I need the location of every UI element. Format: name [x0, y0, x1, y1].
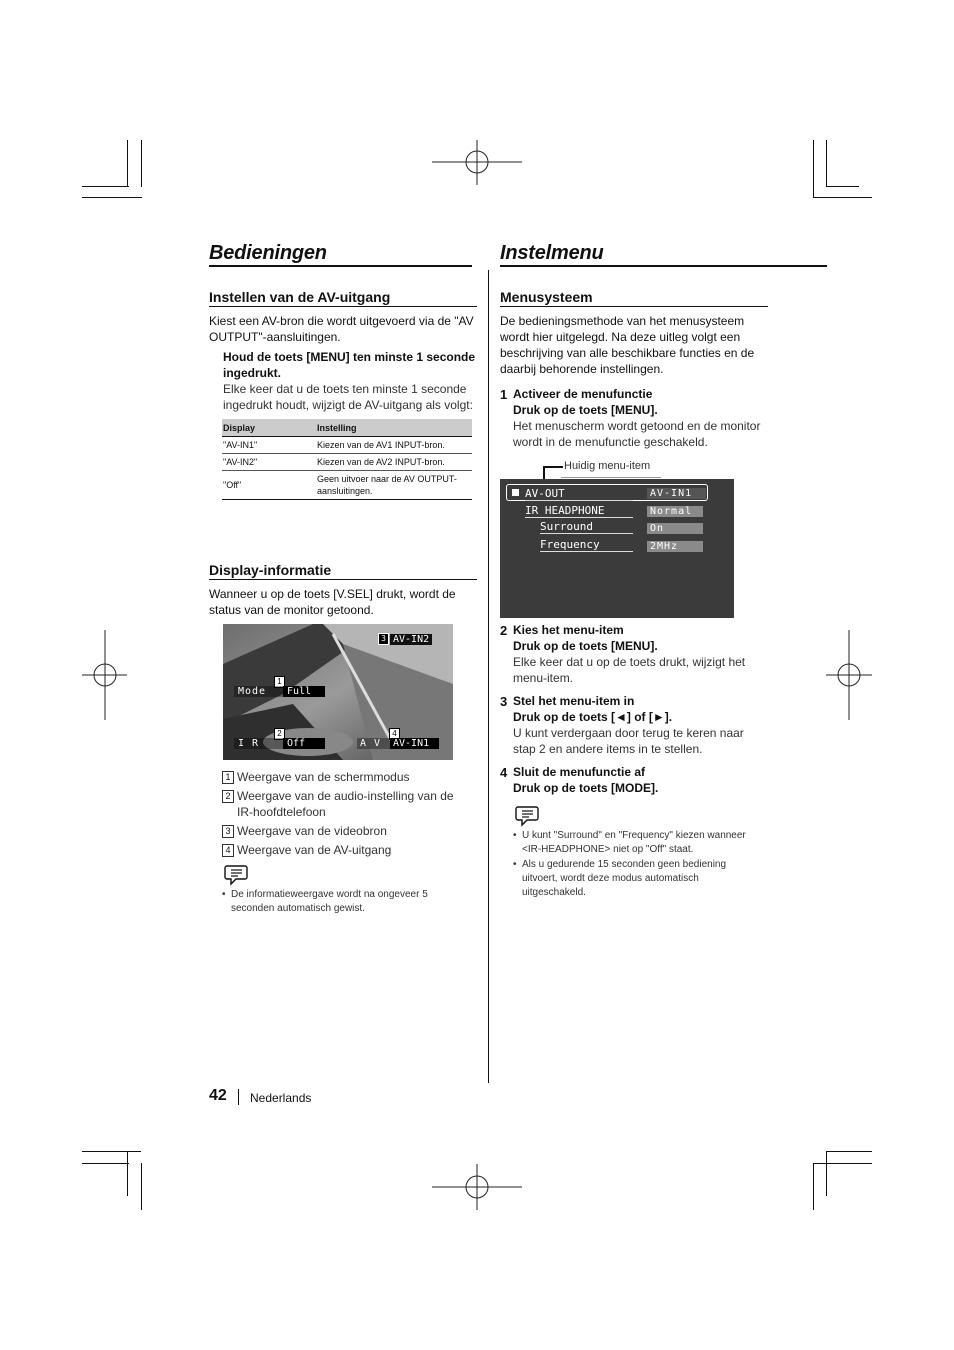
- list-item: [222, 788, 470, 823]
- note-text: U kunt "Surround" en "Frequency" kiezen wanneer <IR-HEADPHONE> niet op "Off" staat.: [522, 830, 746, 855]
- step-description: U kunt verdergaan door terug te keren naar stap 2 en andere items in te stellen.: [513, 726, 744, 756]
- page-number: 42: [209, 1087, 227, 1104]
- table-header-display: Display: [223, 422, 256, 433]
- screen-video-source: [378, 633, 432, 645]
- display-info-heading: Display-informatie: [209, 562, 332, 578]
- step-title: Sluit de menufunctie af: [513, 765, 646, 779]
- step-action: Druk op de toets [MENU].: [513, 639, 658, 653]
- step-number: 2: [500, 623, 508, 638]
- step-number: 4: [500, 765, 508, 780]
- menu-value-surround[interactable]: On: [647, 523, 703, 534]
- monitor-screen: [223, 624, 453, 760]
- screen-label-1: 1: [274, 676, 285, 688]
- legend-number: 1: [222, 771, 234, 784]
- screen-av-value: AV-IN1: [390, 738, 439, 749]
- menu-system-heading: Menusysteem: [500, 289, 593, 305]
- note-text: Als u gedurende 15 seconden geen bediening uitvoert, wordt deze modus automatisch uitgeschakeld.: [522, 859, 727, 898]
- legend-number: 3: [222, 825, 234, 838]
- right-title: Instelmenu: [500, 242, 604, 264]
- menu-notes: [513, 829, 753, 900]
- menu-item-ir-headphone[interactable]: [525, 504, 633, 518]
- menu-item-av-out[interactable]: [525, 487, 633, 501]
- display-note-text: De informatieweergave wordt na ongeveer 5 seconden automatisch gewist.: [231, 889, 428, 914]
- legend-text: Weergave van de AV-uitgang: [237, 843, 392, 857]
- list-item: [222, 769, 470, 788]
- table-cell: Geen uitvoer naar de AV OUTPUT-aansluitingen.: [317, 474, 457, 496]
- display-info-intro: Wanneer u op de toets [V.SEL] drukt, wordt de status van de monitor getoond.: [209, 587, 456, 617]
- menu-item-surround[interactable]: [540, 520, 633, 534]
- screen-mode: [234, 686, 325, 697]
- screen-mode-label: Mode: [234, 686, 283, 697]
- step-1: [500, 386, 766, 450]
- selected-marker-icon: [512, 489, 519, 496]
- callout-label: Huidig menu-item: [564, 460, 651, 472]
- left-title-rule: [209, 265, 472, 267]
- screen-label-3: 3: [378, 633, 389, 645]
- av-output-instruction: Houd de toets [MENU] ten minste 1 seconde ingedrukt.: [223, 350, 476, 380]
- column-divider: [488, 270, 489, 1083]
- legend-number: 4: [222, 844, 234, 857]
- screen-mode-value: Full: [283, 686, 325, 697]
- display-note: • De informatieweergave wordt na ongeveer 5 seconden automatisch gewist.: [222, 888, 452, 916]
- av-output-intro: Kiest een AV-bron die wordt uitgevoerd via de "AV OUTPUT"-aansluitingen.: [209, 314, 474, 344]
- screen-label-4: 4: [389, 728, 400, 740]
- step-title: Stel het menu-item in: [513, 694, 635, 708]
- table-cell: "AV-IN1": [223, 440, 258, 450]
- table-header-row: [222, 419, 472, 437]
- table-row: [222, 437, 472, 454]
- av-output-heading-rule: [209, 306, 477, 307]
- step-title: Kies het menu-item: [513, 623, 624, 637]
- table-header-setting: Instelling: [317, 422, 357, 433]
- screen-av-label: A V: [357, 738, 390, 749]
- step-4: [500, 764, 766, 796]
- menu-item-frequency[interactable]: [540, 538, 633, 552]
- menu-item-label: IR HEADPHONE: [525, 504, 633, 518]
- menu-system-heading-rule: [500, 306, 768, 307]
- step-action: Druk op de toets [◄] of [►].: [513, 710, 673, 724]
- legend-text: Weergave van de audio-instelling van de IR-hoofdtelefoon: [237, 789, 454, 819]
- list-item: [222, 823, 470, 842]
- screen-ir-value: Off: [283, 738, 325, 749]
- menu-value-frequency[interactable]: 2MHz: [647, 541, 703, 552]
- step-action: Druk op de toets [MENU].: [513, 403, 658, 417]
- menu-item-label: AV-OUT: [525, 487, 633, 501]
- step-3: [500, 693, 766, 757]
- list-item: • Als u gedurende 15 seconden geen bediening uitvoert, wordt deze modus automatisch uitgeschakeld.: [513, 858, 753, 900]
- note-icon: [224, 862, 250, 888]
- menu-value-ir-headphone[interactable]: Normal: [647, 506, 703, 517]
- step-number: 1: [500, 387, 508, 402]
- callout-underline: [561, 477, 661, 478]
- table-cell: "AV-IN2": [223, 457, 258, 467]
- screen-ir-label: I R: [234, 738, 283, 749]
- screen-label-2: 2: [274, 728, 285, 740]
- av-output-heading: Instellen van de AV-uitgang: [209, 289, 391, 305]
- table-row: [222, 471, 472, 500]
- menu-item-label: Surround: [540, 520, 633, 534]
- screen-video-source-value: AV-IN2: [390, 634, 432, 645]
- step-description: Elke keer dat u op de toets drukt, wijzigt het menu-item.: [513, 655, 746, 685]
- av-output-table: [222, 419, 472, 500]
- screen-ir: [234, 738, 325, 749]
- display-info-heading-rule: [209, 579, 477, 580]
- left-title: Bedieningen: [209, 242, 327, 264]
- table-cell: Kiezen van de AV2 INPUT-bron.: [317, 457, 445, 467]
- screen-av-output: [357, 738, 439, 749]
- screen-legend: [222, 769, 470, 861]
- menu-system-intro: De bedieningsmethode van het menusysteem wordt hier uitgelegd. Na deze uitleg volgt een beschrijving van alle beschikbare functies en de daarbij behorende instellingen.: [500, 314, 755, 376]
- step-action: Druk op de toets [MODE].: [513, 781, 659, 795]
- table-cell: "Off": [223, 480, 242, 490]
- legend-text: Weergave van de videobron: [237, 824, 387, 838]
- footer-divider: [238, 1089, 239, 1105]
- table-row: [222, 454, 472, 471]
- step-description: Het menuscherm wordt getoond en de monitor wordt in de menufunctie geschakeld.: [513, 419, 761, 449]
- step-title: Activeer de menufunctie: [513, 387, 653, 401]
- list-item: [222, 842, 470, 861]
- legend-text: Weergave van de schermmodus: [237, 770, 410, 784]
- menu-screen: [500, 479, 734, 618]
- step-number: 3: [500, 694, 508, 709]
- legend-number: 2: [222, 790, 234, 803]
- menu-value-av-out[interactable]: AV-IN1: [647, 488, 706, 499]
- av-output-instruction-text: Elke keer dat u de toets ten minste 1 seconde ingedrukt houdt, wijzigt de AV-uitgang als volgt:: [223, 382, 473, 412]
- menu-item-label: Frequency: [540, 538, 633, 552]
- table-cell: Kiezen van de AV1 INPUT-bron.: [317, 440, 445, 450]
- right-title-rule: [500, 265, 827, 267]
- footer-language: Nederlands: [250, 1091, 312, 1105]
- step-2: [500, 622, 766, 686]
- note-icon: [515, 803, 541, 829]
- list-item: • U kunt "Surround" en "Frequency" kiezen wanneer <IR-HEADPHONE> niet op "Off" staat.: [513, 829, 753, 857]
